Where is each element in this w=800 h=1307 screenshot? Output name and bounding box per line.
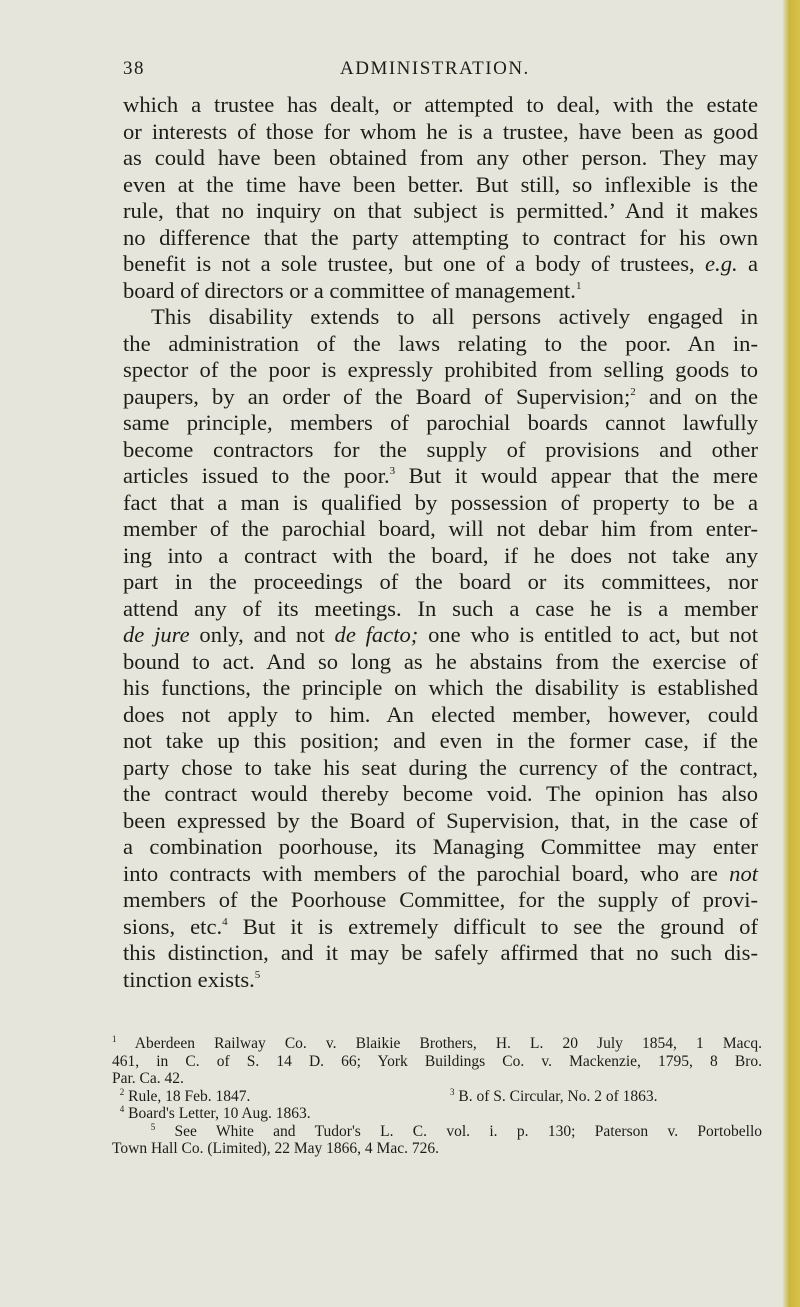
- footnote-2: $^2$ Rule, 18 Feb. 1847.: [119, 1086, 251, 1105]
- footnote-ref: 4: [222, 915, 228, 928]
- text-line: part in the proceedings of the board or its committees, nor: [123, 569, 758, 594]
- text-line: this distinction, and it may be safely affirmed that no such dis-: [123, 940, 758, 965]
- text-line: paupers, by an order of the Board of Supervision;$^2$ and on the: [123, 383, 758, 409]
- text-line: tinction exists.$^5$: [123, 966, 261, 992]
- text-line: same principle, members of parochial boards cannot lawfully: [123, 410, 758, 435]
- footnote-1: $^1$ Aberdeen Railway Co. v. Blaikie Brothers, H. L. 20 July 1854, 1 Macq.: [112, 1034, 762, 1052]
- body-text: [123, 92, 758, 993]
- text-line: been expressed by the Board of Supervision, that, in the case of: [123, 807, 758, 833]
- text-line: sions, etc.$^4$ But it is extremely difficult to see the ground of: [123, 913, 758, 939]
- footnote-ref: 5: [254, 968, 261, 981]
- text-line: board of directors or a committee of management.$^1$: [123, 277, 582, 303]
- text-line: not take up this position; and even in the former case, if the: [123, 728, 758, 753]
- text-line: de jure only, and not de facto; one who is entitled to act, but not: [123, 622, 759, 647]
- text-line: benefit is not a sole trustee, but one of a body of trustees, e.g. a: [123, 251, 758, 276]
- page-header: [0, 56, 782, 86]
- text-line: member of the parochial board, will not debar him from enter-: [123, 516, 758, 541]
- text-line: as could have been obtained from any other person. They may: [123, 145, 758, 170]
- text-line: members of the Poorhouse Committee, for the supply of provi-: [123, 887, 758, 912]
- text-line: ing into a contract with the board, if he does not take any: [123, 542, 758, 568]
- text-line: rule, that no inquiry on that subject is permitted.’ And it makes: [123, 198, 758, 223]
- text-line: into contracts with members of the parochial board, who are not: [123, 860, 759, 886]
- text-line: the contract would thereby become void. The opinion has also: [123, 781, 758, 806]
- text-line: or interests of those for whom he is a trustee, have been as good: [123, 118, 758, 144]
- text-line: which a trustee has dealt, or attempted to deal, with the estate: [123, 92, 758, 117]
- footnote-ref: 1: [575, 279, 582, 292]
- footnote-3: $^3$ B. of S. Circular, No. 2 of 1863.: [450, 1086, 658, 1105]
- page-number: 38: [123, 58, 145, 79]
- text-line: become contractors for the supply of provisions and other: [123, 436, 758, 462]
- text-line: a combination poorhouse, its Managing Committee may enter: [123, 834, 758, 859]
- footnote-line: Town Hall Co. (Limited), 22 May 1866, 4 Mac. 726.: [112, 1140, 439, 1157]
- text-line: even at the time have been better. But still, so inflexible is the: [123, 171, 758, 197]
- text-line: does not apply to him. An elected member, however, could: [123, 701, 758, 727]
- footnote-5: $^5$ See White and Tudor's L. C. vol. i. p. 130; Paterson v. Portobello: [150, 1121, 763, 1140]
- text-line: spector of the poor is expressly prohibited from selling goods to: [123, 357, 758, 382]
- text-line: fact that a man is qualified by possession of property to be a: [123, 489, 758, 515]
- footnote-line: Par. Ca. 42.: [112, 1070, 184, 1087]
- page-edge: [782, 0, 800, 1307]
- text-line: bound to act. And so long as he abstains from the exercise of: [123, 648, 758, 674]
- footnotes: [112, 1035, 762, 1158]
- running-head: ADMINISTRATION.: [340, 58, 530, 79]
- footnote-ref: 2: [630, 385, 636, 398]
- footnote-ref: 3: [389, 465, 396, 477]
- footnote-row: [112, 1088, 762, 1106]
- text-line: his functions, the principle on which the disability is established: [123, 675, 758, 700]
- text-line: attend any of its meetings. In such a case he is a member: [123, 595, 758, 621]
- paragraph-start: This disability extends to all persons actively engaged in: [151, 304, 758, 329]
- text-line: articles issued to the poor.$^3$ But it would appear that the mere: [123, 463, 758, 488]
- text-line: party chose to take his seat during the currency of the contract,: [123, 754, 758, 780]
- footnote-line: 461, in C. of S. 14 D. 66; York Buildings Co. v. Mackenzie, 1795, 8 Bro.: [112, 1052, 762, 1070]
- text-line: no difference that the party attempting to contract for his own: [123, 224, 758, 250]
- text-line: the administration of the laws relating to the poor. An in-: [123, 330, 758, 356]
- footnote-4: $^4$ Board's Letter, 10 Aug. 1863.: [119, 1104, 311, 1122]
